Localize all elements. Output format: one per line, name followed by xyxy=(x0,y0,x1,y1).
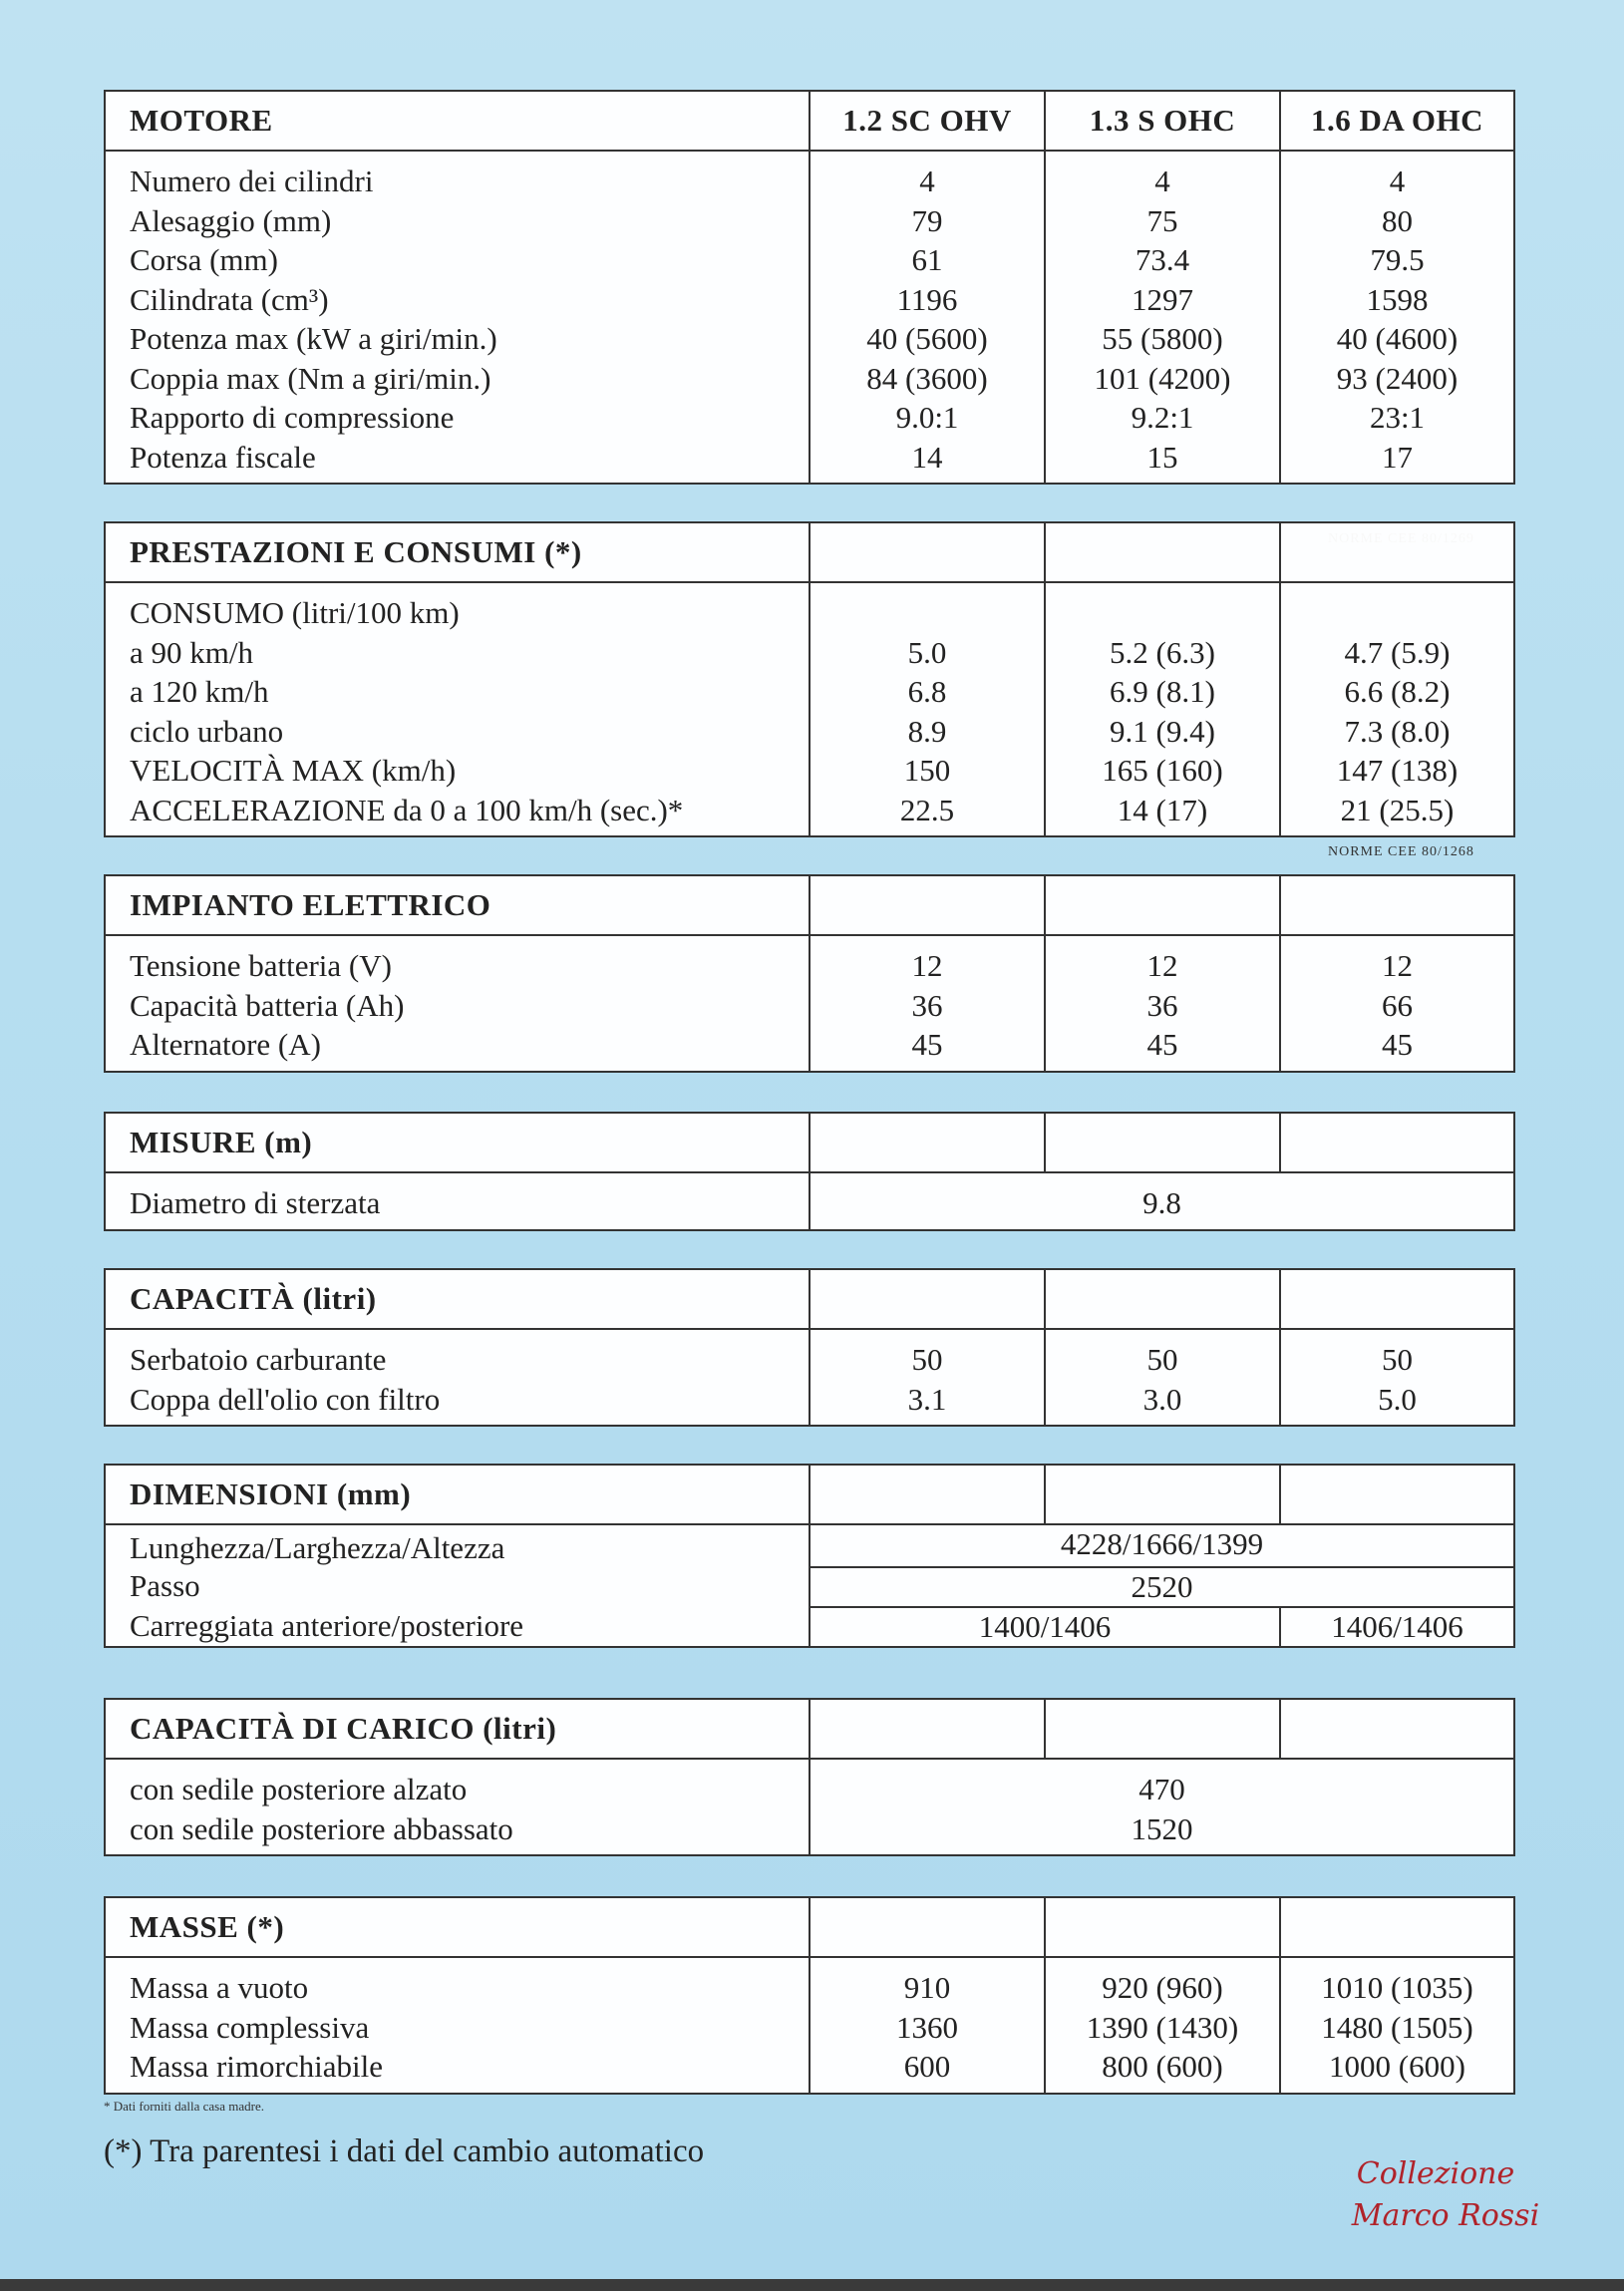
row-label: ciclo urbano xyxy=(130,713,284,749)
cell-value: 80 xyxy=(1382,202,1413,238)
cell-value: 9.8 xyxy=(1142,1185,1181,1220)
cell-value: 4.7 (5.9) xyxy=(1344,634,1451,670)
cell-value: 61 xyxy=(911,242,943,277)
cell-value: 75 xyxy=(1146,202,1178,238)
header-empty-cell xyxy=(1045,1699,1280,1759)
row-label: Corsa (mm) xyxy=(130,242,278,277)
column-values xyxy=(1280,1329,1514,1426)
cell-value: 14 (17) xyxy=(1117,792,1208,827)
cell-value: 800 (600) xyxy=(1102,2049,1223,2084)
cell-value: 5.0 xyxy=(1378,1381,1417,1417)
column-values xyxy=(1045,582,1280,836)
cell-value: 1390 (1430) xyxy=(1086,2009,1239,2045)
cell-value: 9.1 (9.4) xyxy=(1110,713,1215,749)
row-label: Capacità batteria (Ah) xyxy=(130,987,405,1023)
row-label: Numero dei cilindri xyxy=(130,164,374,198)
cell-value: 45 xyxy=(1146,1027,1178,1062)
table-masse xyxy=(104,1896,1515,2095)
header-empty-cell xyxy=(1045,1897,1280,1957)
row-labels xyxy=(105,151,810,484)
row-label: Passo xyxy=(105,1567,810,1607)
cell-value: 1520 xyxy=(1131,1810,1193,1846)
section-title: MOTORE xyxy=(105,91,810,151)
cell-value: 4228/1666/1399 xyxy=(810,1524,1514,1567)
row-label: Tensione batteria (V) xyxy=(130,948,392,983)
cell-value: 6.6 (8.2) xyxy=(1344,674,1451,709)
column-values xyxy=(810,1329,1045,1426)
header-empty-cell xyxy=(1045,1269,1280,1329)
header-empty-cell xyxy=(810,1465,1045,1524)
cell-value: 55 (5800) xyxy=(1102,321,1223,356)
column-values xyxy=(1280,935,1514,1072)
row-label: Carreggiata anteriore/posteriore xyxy=(105,1607,810,1647)
column-values xyxy=(810,582,1045,836)
header-empty-cell xyxy=(1280,1897,1514,1957)
cell-value: 8.9 xyxy=(907,713,947,749)
column-values xyxy=(810,151,1045,484)
cell-value: 147 (138) xyxy=(1336,753,1459,788)
column-values xyxy=(1045,935,1280,1072)
table-misure xyxy=(104,1112,1515,1231)
table-capacita-carico xyxy=(104,1698,1515,1856)
header-empty-cell xyxy=(1045,875,1280,935)
section-title: PRESTAZIONI E CONSUMI (*) xyxy=(105,522,810,582)
cell-value: 23:1 xyxy=(1369,400,1426,435)
cell-value: 150 xyxy=(903,753,951,788)
column-header: 1.2 SC OHV xyxy=(810,91,1045,151)
cell-value: 79.5 xyxy=(1370,242,1425,277)
row-label: Lunghezza/Larghezza/Altezza xyxy=(105,1524,810,1567)
row-label: con sedile posteriore alzato xyxy=(130,1772,468,1806)
row-label: a 90 km/h xyxy=(130,634,253,670)
cell-value: 79 xyxy=(911,202,943,238)
cell-value: 3.0 xyxy=(1142,1381,1182,1417)
cell-value: 1010 (1035) xyxy=(1321,1970,1473,2005)
section-title: CAPACITÀ DI CARICO (litri) xyxy=(105,1699,810,1759)
cell-value: 22.5 xyxy=(899,792,955,827)
cell-value: 1406/1406 xyxy=(1280,1607,1514,1647)
table-dimensioni xyxy=(104,1464,1515,1648)
row-label: Serbatoio carburante xyxy=(130,1342,387,1377)
header-empty-cell xyxy=(810,1113,1045,1172)
cell-value: 36 xyxy=(911,987,943,1023)
row-label: ACCELERAZIONE da 0 a 100 km/h (sec.)* xyxy=(130,792,684,827)
cell-value: 73.4 xyxy=(1135,242,1190,277)
row-label: Massa a vuoto xyxy=(130,1970,309,2005)
cell-value: 40 (4600) xyxy=(1336,321,1459,356)
norme-note: NORME CEE 80/1268 xyxy=(1328,844,1474,859)
cell-value xyxy=(1046,593,1279,633)
merged-value xyxy=(810,1759,1514,1855)
cell-value: 12 xyxy=(1146,948,1178,983)
row-labels xyxy=(105,935,810,1072)
row-label: a 120 km/h xyxy=(130,674,269,709)
table-capacita xyxy=(104,1268,1515,1427)
cell-value xyxy=(1281,593,1513,633)
column-values xyxy=(1280,582,1514,836)
cell-value: 50 xyxy=(1146,1342,1178,1377)
cell-value: 45 xyxy=(911,1027,943,1062)
column-values xyxy=(1045,1329,1280,1426)
row-label: VELOCITÀ MAX (km/h) xyxy=(130,753,457,788)
section-title: IMPIANTO ELETTRICO xyxy=(105,875,810,935)
table-prestazioni xyxy=(104,521,1515,837)
row-label: Massa complessiva xyxy=(130,2009,370,2045)
header-empty-cell xyxy=(810,1897,1045,1957)
cell-value: 1598 xyxy=(1366,281,1429,317)
header-empty-cell xyxy=(1280,522,1514,582)
cell-value: 36 xyxy=(1146,987,1178,1023)
section-title: CAPACITÀ (litri) xyxy=(105,1269,810,1329)
merged-value xyxy=(810,1172,1514,1230)
cell-value: 17 xyxy=(1382,439,1413,475)
row-labels xyxy=(105,1957,810,2094)
header-empty-cell xyxy=(810,1269,1045,1329)
row-label: Rapporto di compressione xyxy=(130,400,455,435)
section-title: MASSE (*) xyxy=(105,1897,810,1957)
collection-signature xyxy=(1316,2153,1555,2237)
cell-value: 910 xyxy=(903,1970,951,2005)
cell-value: 600 xyxy=(903,2049,951,2084)
column-values xyxy=(810,935,1045,1072)
cell-value: 4 xyxy=(1154,164,1170,198)
column-header: 1.6 DA OHC xyxy=(1280,91,1514,151)
cell-value: 12 xyxy=(911,948,943,983)
row-label: Massa rimorchiabile xyxy=(130,2049,383,2084)
row-label: Cilindrata (cm³) xyxy=(130,281,329,317)
cell-value xyxy=(811,593,1044,633)
cell-value: 15 xyxy=(1146,439,1178,475)
column-values xyxy=(1280,1957,1514,2094)
row-label: Coppia max (Nm a giri/min.) xyxy=(130,360,491,396)
cell-value: 66 xyxy=(1382,987,1413,1023)
cell-value: 1400/1406 xyxy=(810,1607,1280,1647)
header-empty-cell xyxy=(1045,522,1280,582)
table-motore xyxy=(104,90,1515,485)
cell-value: 93 (2400) xyxy=(1336,360,1459,396)
cell-value: 165 (160) xyxy=(1102,753,1223,788)
cell-value: 9.0:1 xyxy=(895,400,959,435)
header-empty-cell xyxy=(1045,1113,1280,1172)
cell-value: 920 (960) xyxy=(1102,1970,1223,2005)
row-label: Potenza max (kW a giri/min.) xyxy=(130,321,497,356)
cell-value: 1000 (600) xyxy=(1329,2049,1465,2084)
cell-value: 4 xyxy=(919,164,935,198)
row-label: Diametro di sterzata xyxy=(130,1185,381,1220)
cell-value: 45 xyxy=(1382,1027,1413,1062)
column-values xyxy=(1280,151,1514,484)
header-empty-cell xyxy=(810,522,1045,582)
row-labels xyxy=(105,1329,810,1426)
header-empty-cell xyxy=(1280,1465,1514,1524)
column-values xyxy=(810,1957,1045,2094)
cell-value: 5.2 (6.3) xyxy=(1110,634,1215,670)
row-label: con sedile posteriore abbassato xyxy=(130,1810,513,1846)
cell-value: 9.2:1 xyxy=(1131,400,1194,435)
header-empty-cell xyxy=(1045,1465,1280,1524)
column-values xyxy=(1045,1957,1280,2094)
column-header: 1.3 S OHC xyxy=(1045,91,1280,151)
table-impianto-elettrico xyxy=(104,874,1515,1073)
row-label: CONSUMO (litri/100 km) xyxy=(130,595,460,630)
signature-line: Marco Rossi xyxy=(1351,2198,1540,2233)
cell-value: 1480 (1505) xyxy=(1321,2009,1473,2045)
row-label: Coppa dell'olio con filtro xyxy=(130,1381,441,1417)
scan-edge xyxy=(0,2279,1624,2291)
header-empty-cell xyxy=(1280,1269,1514,1329)
footnote-automatic-gearbox: (*) Tra parentesi i dati del cambio automatico xyxy=(104,2133,705,2169)
header-empty-cell xyxy=(810,1699,1045,1759)
section-title: DIMENSIONI (mm) xyxy=(105,1465,810,1524)
cell-value: 12 xyxy=(1382,948,1413,983)
row-labels xyxy=(105,1759,810,1855)
header-empty-cell xyxy=(1280,1699,1514,1759)
cell-value: 4 xyxy=(1389,164,1406,198)
cell-value: 1297 xyxy=(1132,281,1193,317)
cell-value: 1360 xyxy=(896,2009,958,2045)
cell-value: 6.9 (8.1) xyxy=(1110,674,1215,709)
cell-value: 50 xyxy=(911,1342,943,1377)
cell-value: 40 (5600) xyxy=(866,321,988,356)
footnote-data-source: * Dati forniti dalla casa madre. xyxy=(104,2099,264,2114)
cell-value: 470 xyxy=(1138,1772,1185,1806)
cell-value: 1196 xyxy=(896,281,958,317)
cell-value: 21 (25.5) xyxy=(1340,792,1455,827)
cell-value: 101 (4200) xyxy=(1094,360,1231,396)
row-labels xyxy=(105,1172,810,1230)
row-label: Potenza fiscale xyxy=(130,439,316,475)
header-empty-cell xyxy=(1280,875,1514,935)
cell-value: 7.3 (8.0) xyxy=(1344,713,1451,749)
cell-value: 6.8 xyxy=(907,674,947,709)
header-empty-cell xyxy=(1280,1113,1514,1172)
row-labels xyxy=(105,582,810,836)
cell-value: 14 xyxy=(911,439,943,475)
row-label: Alesaggio (mm) xyxy=(130,202,332,238)
cell-value: 50 xyxy=(1382,1342,1413,1377)
header-empty-cell xyxy=(810,875,1045,935)
cell-value: 3.1 xyxy=(907,1381,947,1417)
cell-value: 2520 xyxy=(810,1567,1514,1607)
cell-value: 5.0 xyxy=(907,634,947,670)
row-label: Alternatore (A) xyxy=(130,1027,321,1062)
section-title: MISURE (m) xyxy=(105,1113,810,1172)
column-values xyxy=(1045,151,1280,484)
signature-line: Collezione xyxy=(1356,2156,1515,2191)
cell-value: 84 (3600) xyxy=(866,360,988,396)
